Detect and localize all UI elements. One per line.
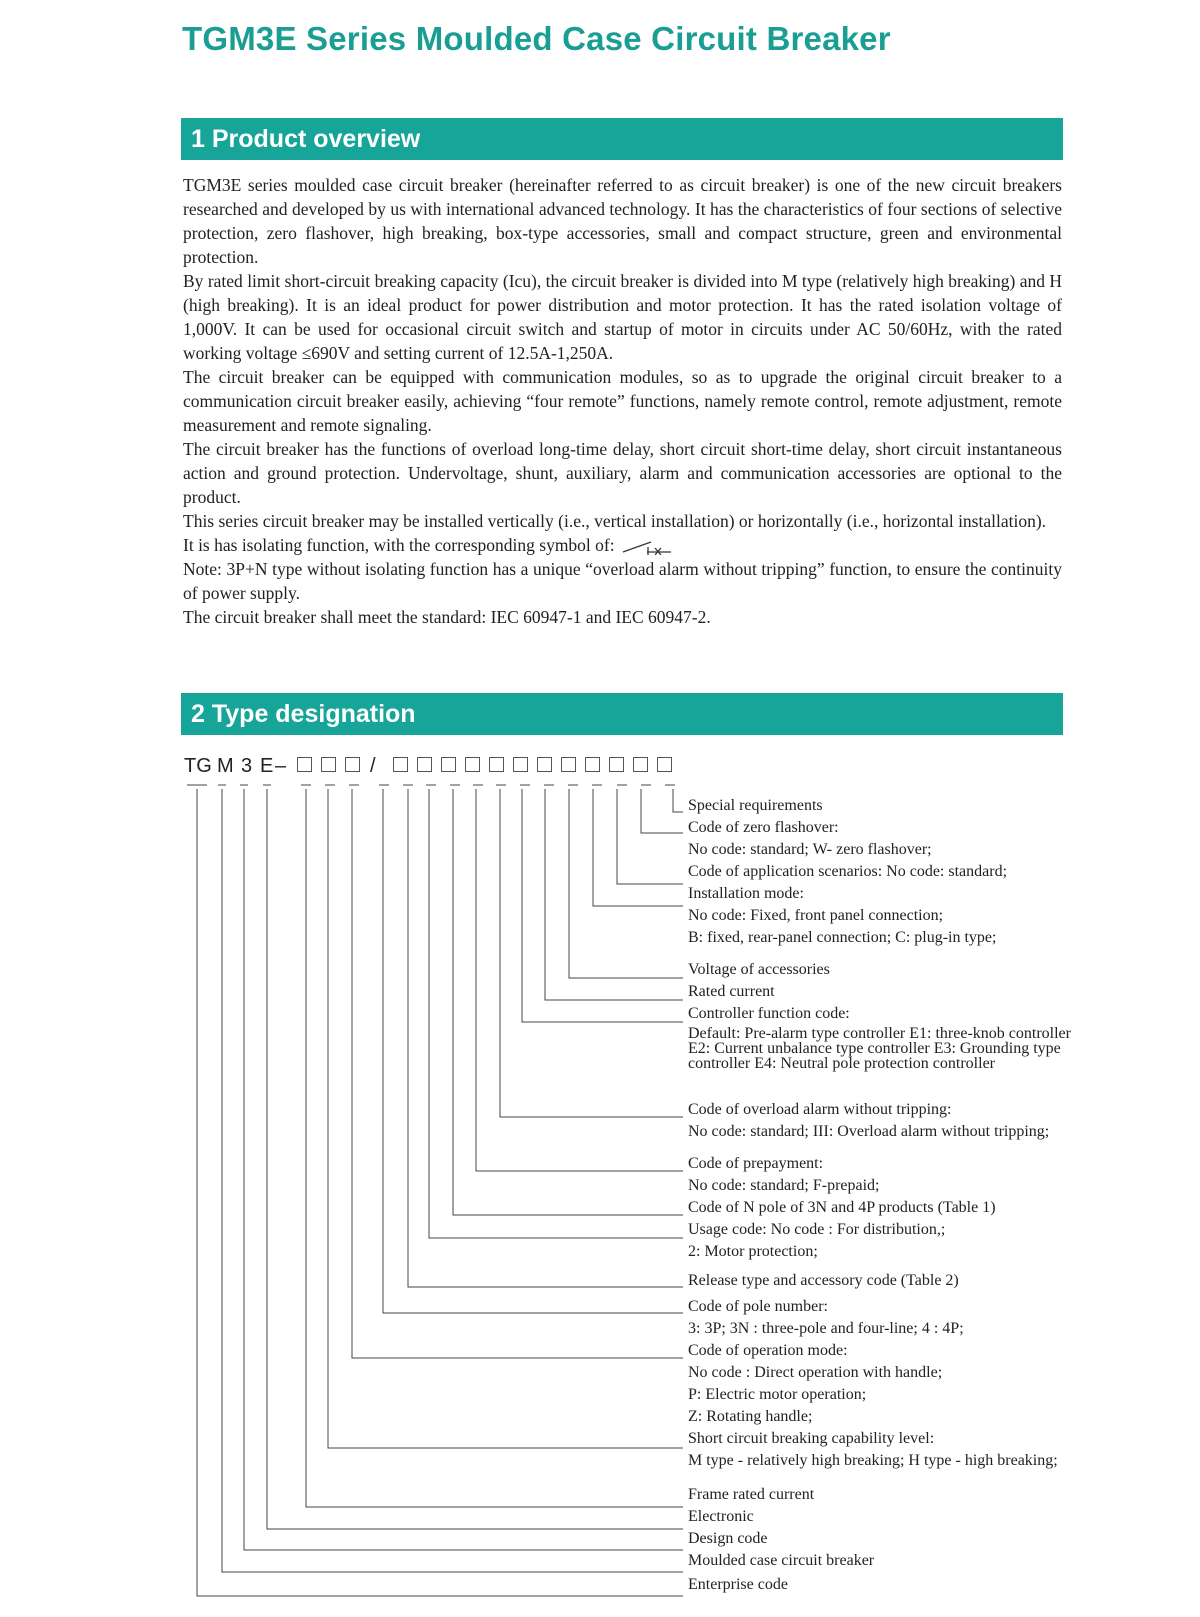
overview-paragraph: This series circuit breaker may be installed vertically (i.e., vertical installation) or horizontally (i.e., horizontal installation). (183, 511, 1047, 531)
tree-lead-line (545, 789, 683, 1000)
tree-lead-line (306, 789, 683, 1507)
designation-description: Code of prepayment: (688, 1155, 824, 1172)
designation-description: Short circuit breaking capability level: (688, 1430, 935, 1447)
overview-paragraph: TGM3E series moulded case circuit breaker (hereinafter referred to as circuit breaker) is one of the new circuit breakers researched and developed by us with international advanced technology. It has the characteristics of four sections of selective protection, zero flashover, high breaking, box-type accessories, small and compact structure, green and environmental protection. (183, 175, 1062, 267)
tree-lead-line (328, 789, 683, 1448)
isolating-text: It is has isolating function, with the corresponding symbol of: (183, 535, 615, 555)
code-part: M (217, 755, 234, 777)
designation-description: Frame rated current (688, 1486, 815, 1503)
overview-paragraph: The circuit breaker has the functions of overload long-time delay, short circuit short-time delay, short circuit instantaneous action and ground protection. Undervoltage, shunt, auxiliary, alarm and communication accessories are optional to the product. (183, 439, 1062, 507)
designation-description: 2: Motor protection; (688, 1243, 818, 1260)
designation-description: Z: Rotating handle; (688, 1408, 813, 1425)
tree-lead-line (352, 789, 683, 1358)
overview-paragraph: By rated limit short-circuit breaking capacity (Icu), the circuit breaker is divided into M type (relatively high breaking) and H (high breaking). It is an ideal product for power distribution and motor protection. It has the rated isolation voltage of 1,000V. It can be used for occasional circuit switch and startup of motor in circuits under AC 50/60Hz, with the rated working voltage ≤690V and setting current of 12.5A-1,250A. (183, 271, 1062, 363)
designation-description: Enterprise code (688, 1576, 788, 1593)
tree-lead-line (593, 789, 683, 906)
designation-description: Release type and accessory code (Table 2) (688, 1272, 959, 1289)
page-title: TGM3E Series Moulded Case Circuit Breaker (182, 20, 891, 57)
overview-paragraph: The circuit breaker can be equipped with communication modules, so as to upgrade the original circuit breaker to a communication circuit breaker easily, achieving “four remote” functions, namely remote control, remote adjustment, remote measurement and remote signaling. (183, 367, 1062, 435)
tree-lead-line (267, 789, 683, 1529)
designation-description: 3: 3P; 3N : three-pole and four-line; 4 : 4P; (688, 1320, 964, 1337)
code-part: E (260, 755, 274, 777)
tree-lead-line (197, 789, 683, 1596)
section-heading-product-overview: 1 Product overview (181, 118, 1063, 160)
designation-description: Code of zero flashover: (688, 819, 839, 836)
designation-description: No code: standard; F-prepaid; (688, 1177, 880, 1194)
designation-description: No code : Direct operation with handle; (688, 1364, 943, 1381)
designation-description: Code of N pole of 3N and 4P products (Table 1) (688, 1199, 996, 1216)
designation-description: Controller function code: (688, 1005, 850, 1022)
designation-description: Rated current (688, 983, 775, 1000)
designation-description: B: fixed, rear-panel connection; C: plug-in type; (688, 929, 997, 946)
tree-lead-line (476, 789, 683, 1171)
designation-description: Special requirements (688, 797, 823, 814)
tree-lead-line (641, 789, 683, 833)
designation-description: Design code (688, 1530, 768, 1547)
designation-description: Code of operation mode: (688, 1342, 848, 1359)
designation-description: No code: standard; III: Overload alarm without tripping; (688, 1123, 1050, 1140)
tree-lead-line (673, 789, 683, 812)
designation-description: Code of application scenarios: No code: standard; (688, 863, 1008, 880)
designation-description: Electronic (688, 1508, 754, 1525)
designation-description: Moulded case circuit breaker (688, 1552, 875, 1569)
tree-lead-line (383, 789, 683, 1313)
code-part: 3 (241, 755, 253, 777)
tree-lead-line (500, 789, 683, 1117)
designation-description: P: Electric motor operation; (688, 1386, 867, 1403)
designation-description: Code of pole number: (688, 1298, 828, 1315)
overview-paragraph: Note: 3P+N type without isolating function has a unique “overload alarm without tripping” function, to ensure the continuity of power supply. (183, 559, 1062, 603)
tree-lead-line (244, 789, 683, 1550)
designation-description: No code: Fixed, front panel connection; (688, 907, 944, 924)
code-part: TG (184, 755, 212, 777)
designation-description: Usage code: No code : For distribution,; (688, 1221, 946, 1238)
designation-description: Voltage of accessories (688, 961, 830, 978)
designation-description: Default: Pre-alarm type controller E1: three-knob controller E2: Current unbalance type controller E3: Grounding type controller E4: Neutral pole protection controller (688, 1025, 1071, 1072)
designation-description: No code: standard; W- zero flashover; (688, 841, 932, 858)
designation-description: Code of overload alarm without tripping: (688, 1101, 952, 1118)
tree-lead-line (453, 789, 683, 1215)
designation-description: M type - relatively high breaking; H type - high breaking; (688, 1452, 1058, 1469)
overview-paragraph: The circuit breaker shall meet the standard: IEC 60947-1 and IEC 60947-2. (183, 607, 711, 627)
section-heading-type-designation: 2 Type designation (181, 693, 1063, 735)
designation-description: Installation mode: (688, 885, 804, 902)
code-slash: / (370, 755, 376, 777)
code-part: – (275, 755, 287, 777)
